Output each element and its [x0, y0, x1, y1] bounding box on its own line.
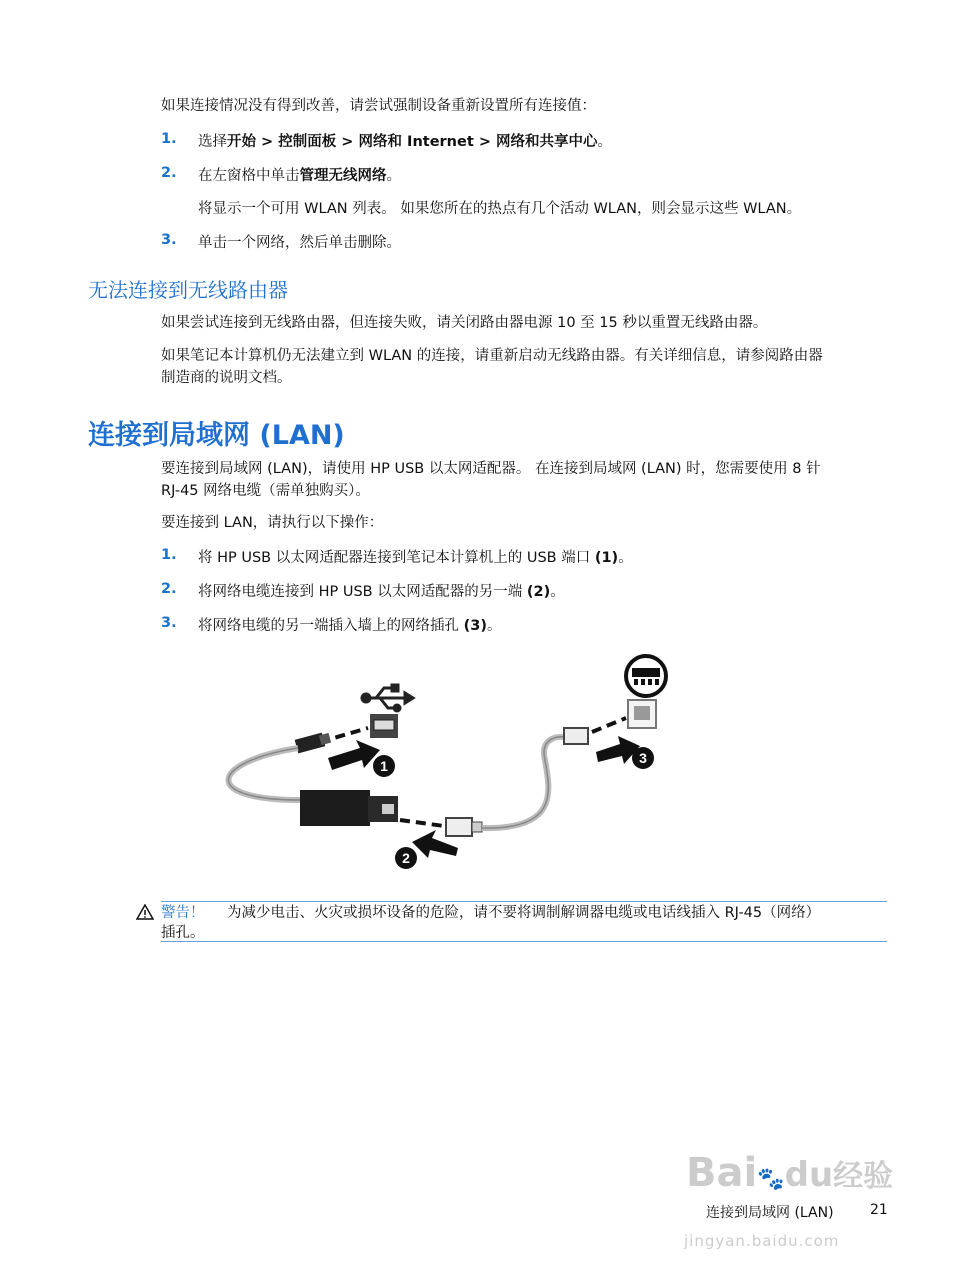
lan-step-end: 。 [550, 584, 565, 600]
reset-step-text [198, 165, 401, 187]
reset-step-number: 3. [161, 232, 177, 248]
lan-para1-line2: RJ-45 网络电缆（需单独购买）。 [161, 483, 370, 499]
lan-step-number: 3. [161, 615, 177, 631]
intro-text: 如果连接情况没有得到改善，请尝试强制设备重新设置所有连接值： [161, 98, 596, 114]
lan-step-number: 2. [161, 581, 177, 597]
reset-step-number: 2. [161, 165, 177, 181]
router-para1: 如果尝试连接到无线路由器，但连接失败，请关闭路由器电源 10 至 15 秒以重置无线路由器。 [161, 315, 768, 331]
lan-para1-line1: 要连接到局域网 (LAN)，请使用 HP USB 以太网适配器。 在连接到局域网 (LAN) 时，您需要使用 8 针 [161, 461, 821, 477]
step-text-segment: 开始 [227, 134, 256, 150]
lan-heading: 连接到局域网 (LAN) [88, 420, 345, 451]
lan-step-bold: (2) [526, 584, 551, 600]
watermark-brand: Bai [686, 1150, 758, 1196]
step-text-segment: 单击一个网络，然后单击删除。 [198, 235, 401, 251]
warning-bottom-rule [161, 941, 887, 942]
usb-symbol-icon [362, 685, 413, 711]
step-text-segment: 。 [386, 168, 401, 184]
watermark-url: jingyan.baidu.com [684, 1232, 840, 1250]
step-text-segment: 控制面板 [278, 134, 337, 150]
usb-port-icon [370, 714, 398, 738]
lan-step-bold: (1) [594, 550, 619, 566]
wall-jack-icon [628, 700, 656, 728]
lan-step-number: 1. [161, 547, 177, 563]
lan-step-text [198, 615, 501, 637]
callout-2 [395, 847, 417, 869]
warning-label: 警告！ [161, 905, 205, 921]
warning-line2: 插孔。 [161, 925, 205, 941]
usb-plug-icon [295, 733, 331, 754]
lan-para2: 要连接到 LAN，请执行以下操作： [161, 515, 384, 531]
page-number: 21 [870, 1202, 888, 1218]
step-text-segment: 网络和 Internet [358, 134, 474, 150]
step2-note: 将显示一个可用 WLAN 列表。 如果您所在的热点有几个活动 WLAN，则会显示这些 WLAN。 [198, 201, 802, 217]
callout-3 [632, 747, 654, 769]
step-text-segment: 选择 [198, 134, 227, 150]
watermark-brand3: 经验 [833, 1159, 894, 1194]
warning-triangle-icon [136, 904, 154, 920]
callout-3-label: 3 [639, 750, 647, 766]
router-heading: 无法连接到无线路由器 [88, 278, 288, 302]
lan-step-end: 。 [486, 618, 502, 634]
rj45-wall-plug-icon [564, 728, 588, 744]
paw-icon: 🐾 [757, 1167, 785, 1192]
step-text-segment: 网络和共享中心 [496, 134, 598, 150]
baidu-watermark [686, 1150, 893, 1196]
step-text-segment: > [256, 134, 279, 150]
usb-ethernet-adapter-icon [300, 790, 398, 826]
step-text-segment: 在左窗格中单击 [198, 168, 300, 184]
reset-step-text [198, 131, 612, 153]
lan-step-bold: (3) [463, 618, 487, 634]
reset-step-text [198, 232, 401, 254]
router-para2-line1: 如果笔记本计算机仍无法建立到 WLAN 的连接，请重新启动无线路由器。有关详细信息，请参阅路由器 [161, 348, 823, 364]
callout-1 [373, 755, 395, 777]
callout-1-label: 1 [380, 758, 388, 774]
router-para2-line2: 制造商的说明文档。 [161, 370, 292, 386]
reset-step-number: 1. [161, 131, 177, 147]
callout-2-label: 2 [402, 850, 410, 866]
lan-step-text [198, 581, 565, 603]
step-text-segment: > [336, 134, 359, 150]
warning-line1: 为减少电击、火灾或损坏设备的危险，请不要将调制解调器电缆或电话线插入 RJ-45（网络） [227, 905, 821, 921]
watermark-brand2: du [784, 1155, 834, 1195]
step-text-segment: 管理无线网络 [299, 168, 387, 184]
step-text-segment: > [473, 134, 497, 150]
footer-title: 连接到局域网 (LAN) [706, 1205, 834, 1221]
lan-step-text: 将网络电缆连接到 HP USB 以太网适配器的另一端 [198, 584, 527, 600]
step-text-segment: 。 [597, 134, 613, 150]
network-symbol-icon [626, 656, 666, 696]
lan-step-text [198, 547, 633, 569]
lan-connection-illustration [200, 650, 680, 880]
lan-step-end: 。 [618, 550, 633, 566]
arrow-1-icon [328, 740, 380, 770]
rj45-plug-icon [446, 818, 482, 836]
lan-step-text: 将网络电缆的另一端插入墙上的网络插孔 [198, 618, 464, 634]
lan-step-text: 将 HP USB 以太网适配器连接到笔记本计算机上的 USB 端口 [198, 550, 595, 566]
